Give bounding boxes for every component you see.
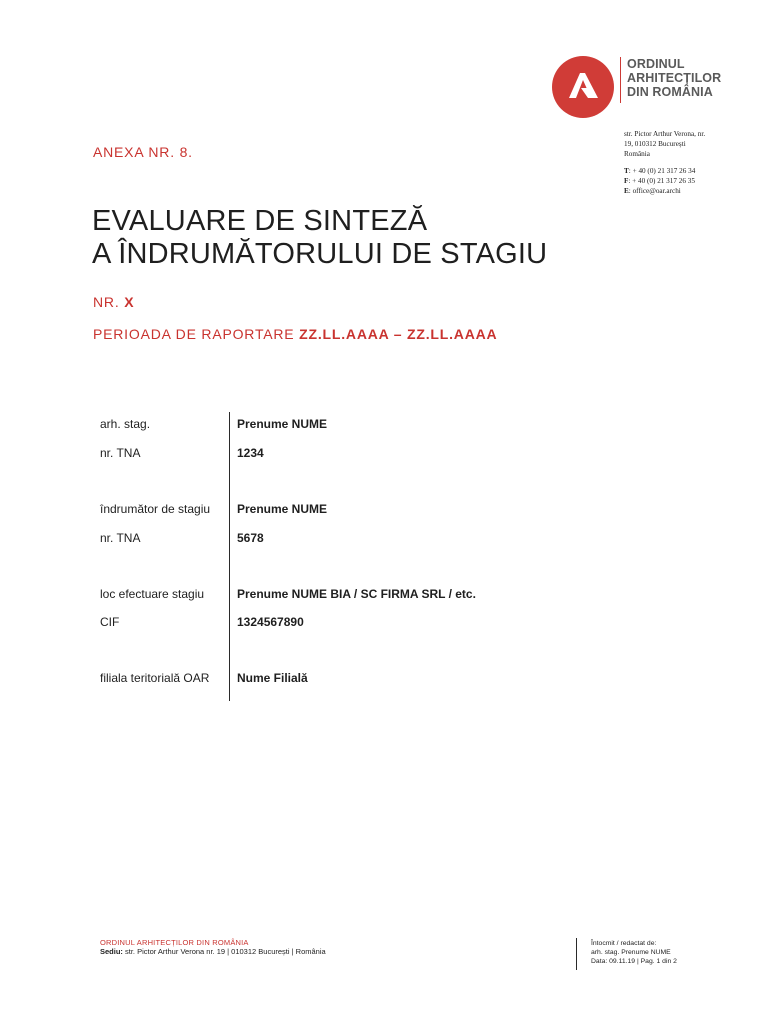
info-label-mentor-tna: nr. TNA [100, 531, 141, 545]
reporting-period [93, 326, 497, 342]
contact-fax [624, 176, 754, 186]
footer-address [100, 947, 326, 956]
email-address: : office@oar.archi [628, 187, 681, 195]
contact-country: România [624, 150, 650, 158]
org-name-line-3: DIN ROMÂNIA [627, 85, 713, 99]
logo-divider [620, 57, 621, 103]
footer-author: arh. stag. Prenume NUME [591, 949, 671, 956]
info-label-cif: CIF [100, 615, 120, 629]
title-line-2: A ÎNDRUMĂTORULUI DE STAGIU [92, 238, 548, 270]
footer-seat-text: str. Pictor Arthur Verona nr. 19 | 010312 București | România [122, 947, 326, 956]
oar-logo [552, 56, 614, 118]
info-value-trainee: Prenume NUME [237, 417, 328, 431]
nr-label: NR. [93, 294, 125, 310]
info-label-trainee: arh. stag. [100, 417, 151, 431]
contact-email [624, 186, 754, 196]
phone-label: T [624, 167, 629, 175]
contact-address-1: str. Pictor Arthur Verona, nr. [624, 130, 706, 138]
info-value-cif: 1324567890 [237, 615, 304, 629]
fax-number: : + 40 (0) 21 317 26 35 [628, 177, 695, 185]
email-label: E [624, 187, 629, 195]
contact-phone [624, 166, 754, 176]
document-number [93, 294, 134, 310]
info-divider [229, 412, 230, 701]
info-label-mentor: îndrumător de stagiu [100, 502, 211, 516]
info-label-location: loc efectuare stagiu [100, 587, 205, 601]
info-value-trainee-tna: 1234 [237, 446, 264, 460]
footer-org-name: ORDINUL ARHITECȚILOR DIN ROMÂNIA [100, 938, 249, 947]
footer-seat-label: Sediu: [100, 947, 123, 956]
footer-prepared-by: Întocmit / redactat de: [591, 940, 657, 947]
info-value-mentor-tna: 5678 [237, 531, 264, 545]
title-line-1: EVALUARE DE SINTEZĂ [92, 205, 428, 237]
footer-divider [576, 938, 577, 970]
document-title [92, 205, 547, 271]
info-label-branch: filiala teritorială OAR [100, 671, 210, 685]
org-name [627, 57, 721, 99]
org-name-line-2: ARHITECȚILOR [627, 71, 722, 85]
period-label: PERIOADA DE RAPORTARE [93, 326, 300, 342]
nr-value: X [124, 294, 135, 310]
contact-address-2: 19, 010312 București [624, 140, 686, 148]
info-value-location: Prenume NUME BIA / SC FIRMA SRL / etc. [237, 587, 476, 601]
logo-letter-a-icon [552, 56, 614, 118]
footer-meta [591, 939, 677, 966]
period-value: ZZ.LL.AAAA – ZZ.LL.AAAA [299, 326, 498, 342]
info-value-mentor: Prenume NUME [237, 502, 328, 516]
annex-label: ANEXA NR. 8. [93, 144, 193, 160]
contact-block [624, 129, 754, 196]
org-name-line-1: ORDINUL [627, 57, 685, 71]
info-label-trainee-tna: nr. TNA [100, 446, 141, 460]
footer-date-page: Data: 09.11.19 | Pag. 1 din 2 [591, 958, 677, 965]
info-value-branch: Nume Filială [237, 671, 308, 685]
phone-number: : + 40 (0) 21 317 26 34 [628, 167, 696, 175]
fax-label: F [624, 177, 629, 185]
